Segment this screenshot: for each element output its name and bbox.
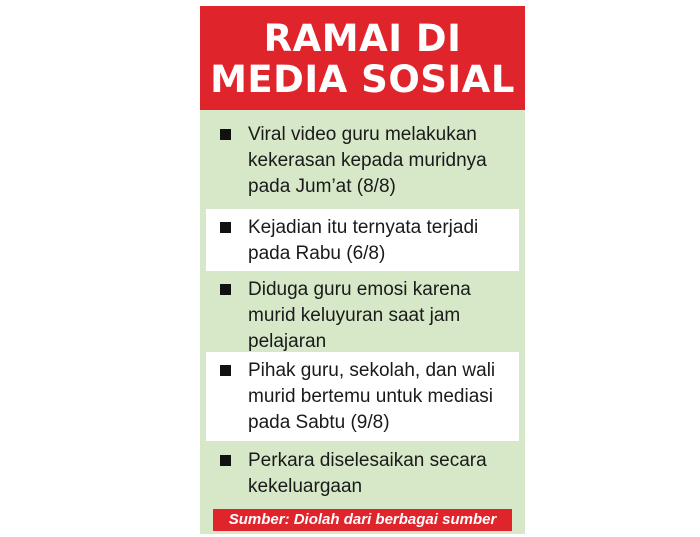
list-item — [206, 116, 519, 208]
square-bullet-icon — [220, 365, 231, 376]
list-item — [206, 271, 519, 361]
source-credit: Sumber: Diolah dari berbagai sumber — [213, 509, 512, 531]
list-item-text: Viral video guru melakukan kekerasan kepada muridnya pada Jum’at (8/8) — [248, 124, 487, 197]
square-bullet-icon — [220, 455, 231, 466]
square-bullet-icon — [220, 129, 231, 140]
list-item — [206, 442, 519, 504]
square-bullet-icon — [220, 222, 231, 233]
list-item — [206, 352, 519, 441]
title-line-1: RAMAI DI — [263, 17, 462, 60]
list-item-text: Diduga guru emosi karena murid keluyuran saat jam pelajaran — [248, 279, 471, 352]
square-bullet-icon — [220, 284, 231, 295]
title-line-2: MEDIA SOSIAL — [210, 58, 515, 101]
list-item-text: Perkara diselesaikan secara kekeluargaan — [248, 450, 487, 497]
infobox-panel — [200, 6, 525, 534]
list-item-text: Pihak guru, sekolah, dan wali murid bertemu untuk mediasi pada Sabtu (9/8) — [248, 360, 496, 433]
list-item — [206, 209, 519, 271]
infobox-title — [200, 6, 525, 110]
list-item-text: Kejadian itu ternyata terjadi pada Rabu (6/8) — [248, 217, 479, 264]
